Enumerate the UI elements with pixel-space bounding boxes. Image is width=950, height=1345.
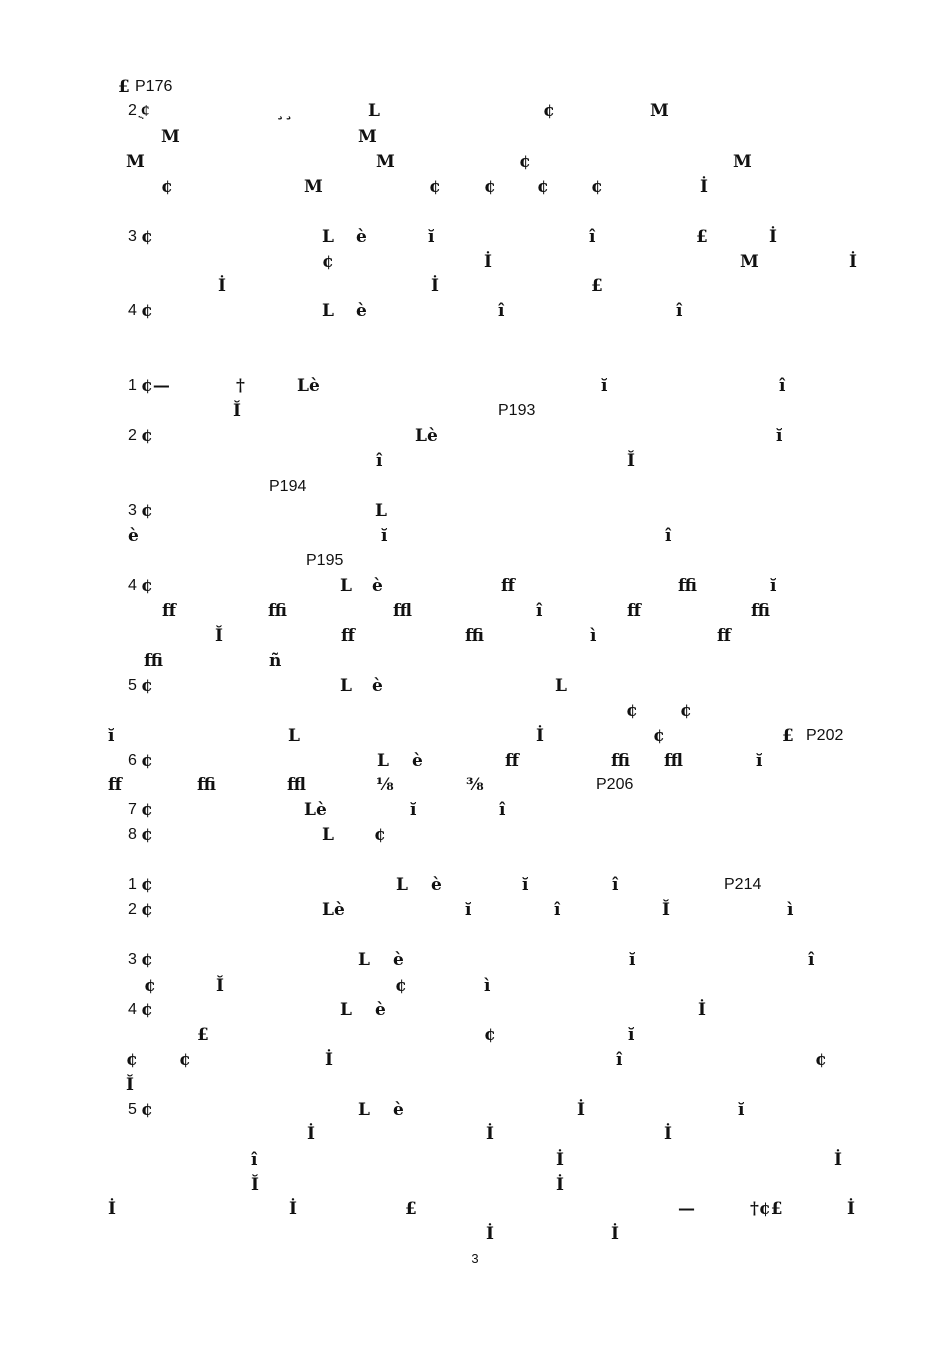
glyph: è (412, 751, 423, 771)
glyph: Ĭ (126, 1075, 134, 1095)
glyph: L (396, 875, 408, 895)
glyph: £ (696, 227, 708, 247)
text-line (0, 275, 950, 297)
glyph: †¢£ (750, 1199, 783, 1219)
glyph: ¢ (815, 1050, 827, 1070)
item-number: 6 (128, 752, 137, 769)
glyph: L (375, 501, 387, 521)
glyph: ĭ (628, 1025, 635, 1045)
glyph: ¢ (543, 101, 555, 121)
glyph: İ (849, 252, 857, 272)
glyph: ĭ (381, 526, 388, 546)
item-number: 2 (128, 102, 137, 119)
item-number: 5 (128, 1101, 137, 1118)
text-line (0, 1223, 950, 1245)
text-line (0, 500, 950, 522)
item-number: 4 (128, 577, 137, 594)
text-line (0, 1123, 950, 1145)
glyph: Ĭ (627, 451, 635, 471)
glyph: ¢ (141, 676, 153, 696)
page-number: 3 (471, 1251, 479, 1266)
glyph: İ (289, 1199, 297, 1219)
glyph: ĭ (108, 726, 115, 746)
glyph: İ (484, 252, 492, 272)
text-line (0, 450, 950, 472)
glyph: ĭ (770, 576, 777, 596)
glyph: M (740, 252, 759, 272)
glyph: Ĭ (251, 1175, 259, 1195)
glyph: L (322, 825, 334, 845)
glyph: L (555, 676, 567, 696)
item-number: 3 (128, 228, 137, 245)
text-line (0, 126, 950, 148)
text-line (0, 575, 950, 597)
glyph: î (779, 376, 786, 396)
glyph: î (536, 601, 543, 621)
glyph: £ (591, 276, 603, 296)
glyph: ¢ (144, 976, 156, 996)
text-line (0, 824, 950, 846)
text-line (0, 774, 950, 796)
glyph: ¢ (141, 800, 153, 820)
glyph: ¢ (141, 825, 153, 845)
glyph: £ (782, 726, 794, 746)
glyph: ¢ (141, 1100, 153, 1120)
glyph: ¢ (429, 177, 441, 197)
text-line (0, 700, 950, 722)
glyph: Ĭ (233, 401, 241, 421)
text-line (0, 899, 950, 921)
glyph: î (376, 451, 383, 471)
glyph: î (676, 301, 683, 321)
glyph: İ (325, 1050, 333, 1070)
text-line (0, 675, 950, 697)
glyph: ﬄ (287, 775, 306, 795)
glyph: î (616, 1050, 623, 1070)
glyph: £ (118, 77, 130, 97)
item-number: 2 (128, 901, 137, 918)
glyph: ¢ֻ (141, 101, 150, 121)
text-line (0, 1024, 950, 1046)
glyph: İ (611, 1224, 619, 1244)
glyph: ĭ (601, 376, 608, 396)
glyph: ¢ (179, 1050, 191, 1070)
glyph: İ (108, 1199, 116, 1219)
text-line (0, 1099, 950, 1121)
glyph: Lè (322, 900, 345, 920)
glyph: ﬃ (678, 576, 698, 596)
page-reference: P176 (135, 78, 173, 95)
glyph: M (650, 101, 669, 121)
text-line (0, 76, 950, 98)
item-number: 4 (128, 302, 137, 319)
glyph: M (161, 127, 180, 147)
glyph: è (372, 676, 383, 696)
item-number: 3 (128, 951, 137, 968)
glyph: ﬃ (465, 626, 485, 646)
text-line (0, 600, 950, 622)
text-line (0, 975, 950, 997)
glyph: ¢ (126, 1050, 138, 1070)
text-line (0, 949, 950, 971)
glyph: ¸¸ (276, 101, 293, 121)
glyph: ¢ (484, 177, 496, 197)
glyph: è (375, 1000, 386, 1020)
text-line (0, 251, 950, 273)
text-line (0, 1149, 950, 1171)
item-number: 7 (128, 801, 137, 818)
glyph: ¢ (141, 227, 153, 247)
glyph: è (356, 227, 367, 247)
glyph: î (554, 900, 561, 920)
glyph: ¢ (141, 501, 153, 521)
glyph: İ (486, 1124, 494, 1144)
glyph: î (612, 875, 619, 895)
glyph: L (368, 101, 380, 121)
glyph: ĭ (465, 900, 472, 920)
glyph: î (251, 1150, 258, 1170)
glyph: î (589, 227, 596, 247)
page-reference: P214 (724, 876, 762, 893)
glyph: è (356, 301, 367, 321)
glyph: ﬀ (108, 775, 122, 795)
glyph: ﬀ (627, 601, 641, 621)
glyph: ¢ (141, 301, 153, 321)
glyph: Lè (415, 426, 438, 446)
glyph: ⅛ (376, 775, 394, 795)
page-reference: P202 (806, 727, 844, 744)
glyph: ¢ (141, 950, 153, 970)
text-line (0, 550, 950, 572)
glyph: ĭ (776, 426, 783, 446)
glyph: ﬄ (393, 601, 412, 621)
glyph: è (372, 576, 383, 596)
glyph: L (340, 576, 352, 596)
text-line (0, 476, 950, 498)
glyph: L (288, 726, 300, 746)
glyph: ¢ (680, 701, 692, 721)
glyph: î (499, 800, 506, 820)
glyph: ì (787, 900, 794, 920)
glyph: ﬀ (717, 626, 731, 646)
item-number: 1 (128, 377, 137, 394)
item-number: 1 (128, 876, 137, 893)
glyph: £ (197, 1025, 209, 1045)
glyph: è (128, 526, 139, 546)
glyph: ¢ (395, 976, 407, 996)
glyph: ﬀ (501, 576, 515, 596)
text-line (0, 400, 950, 422)
glyph: è (393, 950, 404, 970)
glyph: î (665, 526, 672, 546)
text-line (0, 625, 950, 647)
page-reference: P193 (498, 402, 536, 419)
glyph: Ĭ (216, 976, 224, 996)
glyph: ¢ (141, 751, 153, 771)
glyph: İ (847, 1199, 855, 1219)
glyph: ¢ (374, 825, 386, 845)
text-line (0, 650, 950, 672)
glyph: Lè (304, 800, 327, 820)
glyph: L (322, 301, 334, 321)
page-reference: P195 (306, 552, 344, 569)
glyph: î (498, 301, 505, 321)
glyph: L (340, 676, 352, 696)
text-line (0, 799, 950, 821)
glyph: ¢ (322, 252, 334, 272)
glyph: ﬃ (751, 601, 771, 621)
glyph: ì (590, 626, 597, 646)
text-line (0, 750, 950, 772)
glyph: ĭ (738, 1100, 745, 1120)
glyph: L (358, 1100, 370, 1120)
text-line (0, 999, 950, 1021)
glyph: L (322, 227, 334, 247)
glyph: è (431, 875, 442, 895)
text-line (0, 151, 950, 173)
glyph: ĭ (428, 227, 435, 247)
glyph: ¢ (519, 152, 531, 172)
text-line (0, 525, 950, 547)
glyph: ñ (269, 651, 282, 671)
glyph: ¢ (141, 1000, 153, 1020)
item-number: 8 (128, 826, 137, 843)
text-line (0, 300, 950, 322)
glyph: İ (486, 1224, 494, 1244)
glyph: M (304, 177, 323, 197)
glyph: İ (307, 1124, 315, 1144)
text-line (0, 874, 950, 896)
glyph: İ (536, 726, 544, 746)
text-line (0, 725, 950, 747)
glyph: ﬃ (197, 775, 217, 795)
glyph: ¢ (591, 177, 603, 197)
glyph: Ĭ (215, 626, 223, 646)
glyph: ﬀ (162, 601, 176, 621)
glyph: İ (664, 1124, 672, 1144)
text-line (0, 1198, 950, 1220)
glyph: ﬃ (268, 601, 288, 621)
glyph: ﬀ (505, 751, 519, 771)
glyph: M (126, 152, 145, 172)
glyph: İ (431, 276, 439, 296)
glyph: M (376, 152, 395, 172)
item-number: 5 (128, 677, 137, 694)
glyph: Ĭ (662, 900, 670, 920)
glyph: İ (700, 177, 708, 197)
glyph: ¢ (161, 177, 173, 197)
glyph: L (377, 751, 389, 771)
glyph: ¢ (626, 701, 638, 721)
glyph: ì (484, 976, 491, 996)
glyph: İ (577, 1100, 585, 1120)
item-number: 2 (128, 427, 137, 444)
glyph: ¢— (141, 376, 170, 396)
glyph: £ (405, 1199, 417, 1219)
glyph: Lè (297, 376, 320, 396)
glyph: ﬄ (664, 751, 683, 771)
glyph: ĭ (522, 875, 529, 895)
glyph: ¢ (537, 177, 549, 197)
glyph: ĭ (756, 751, 763, 771)
glyph: ĭ (629, 950, 636, 970)
page-reference: P194 (269, 478, 307, 495)
glyph: İ (556, 1150, 564, 1170)
glyph: ﬀ (341, 626, 355, 646)
glyph: L (340, 1000, 352, 1020)
glyph: è (393, 1100, 404, 1120)
glyph: † (236, 376, 245, 396)
glyph: ¢ (484, 1025, 496, 1045)
text-line (0, 176, 950, 198)
glyph: î (808, 950, 815, 970)
item-number: 3 (128, 502, 137, 519)
glyph: ĭ (410, 800, 417, 820)
glyph: ⅜ (466, 775, 484, 795)
text-line (0, 1074, 950, 1096)
glyph: İ (698, 1000, 706, 1020)
text-line (0, 1049, 950, 1071)
glyph: — (678, 1199, 695, 1219)
glyph: ¢ (653, 726, 665, 746)
glyph: ﬃ (144, 651, 164, 671)
glyph: ¢ (141, 900, 153, 920)
item-number: 4 (128, 1001, 137, 1018)
glyph: İ (834, 1150, 842, 1170)
glyph: İ (218, 276, 226, 296)
text-line (0, 226, 950, 248)
glyph: ¢ (141, 426, 153, 446)
text-line (0, 375, 950, 397)
text-line (0, 1174, 950, 1196)
glyph: ﬃ (611, 751, 631, 771)
glyph: M (358, 127, 377, 147)
glyph: M (733, 152, 752, 172)
page-reference: P206 (596, 776, 634, 793)
glyph: ¢ (141, 875, 153, 895)
glyph: İ (769, 227, 777, 247)
glyph: L (358, 950, 370, 970)
glyph: İ (556, 1175, 564, 1195)
glyph: ¢ (141, 576, 153, 596)
text-line (0, 425, 950, 447)
text-line (0, 100, 950, 122)
